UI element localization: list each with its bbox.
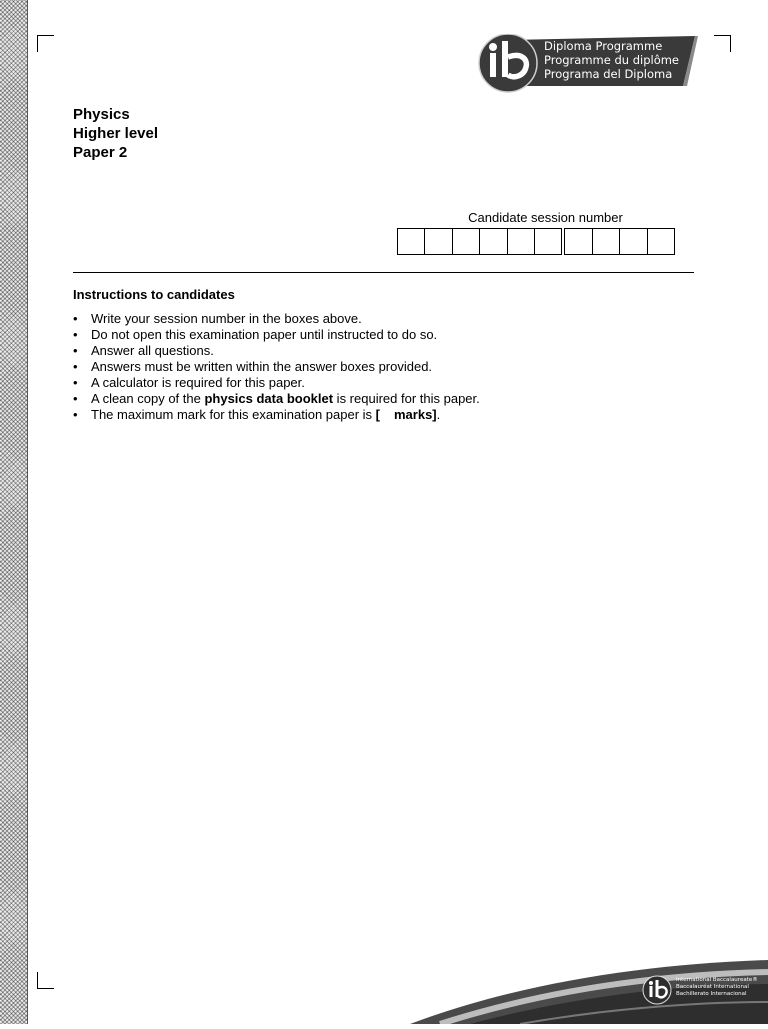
session-digit-box[interactable] — [534, 228, 562, 255]
session-digit-box[interactable] — [479, 228, 507, 255]
ib-diploma-logo — [476, 34, 698, 94]
footer-swoosh — [0, 940, 768, 1024]
session-digit-box[interactable] — [592, 228, 620, 255]
crop-mark-top-right — [714, 35, 731, 52]
logo-line-3: Programa del Diploma — [544, 67, 673, 81]
binding-margin-strip — [0, 0, 28, 1024]
footer-logo-text — [676, 977, 758, 998]
session-digit-box[interactable] — [619, 228, 647, 255]
footer-swoosh-graphic — [0, 940, 768, 1024]
session-digit-box[interactable] — [397, 228, 425, 255]
instruction-item: • A calculator is required for this paper. — [73, 375, 480, 391]
paper-title: Paper 2 — [73, 144, 128, 161]
session-digit-box[interactable] — [647, 228, 675, 255]
instruction-item: • Write your session number in the boxes above. — [73, 311, 480, 327]
booklet-name: physics data booklet — [204, 391, 334, 406]
max-mark-label: marks] — [394, 407, 437, 422]
max-mark-prefix: The maximum mark for this examination paper is — [91, 407, 376, 422]
instruction-item: • Answer all questions. — [73, 343, 480, 359]
subject-title: Physics — [73, 106, 130, 123]
instructions-list — [73, 311, 480, 423]
footer-line-2: Baccalauréat International — [676, 984, 749, 990]
session-digit-box[interactable] — [507, 228, 535, 255]
instructions-heading: Instructions to candidates — [73, 287, 235, 302]
crop-mark-top-left — [37, 35, 54, 52]
candidate-session-boxes — [397, 228, 675, 255]
instruction-item: • Do not open this examination paper until instructed to do so. — [73, 327, 480, 343]
session-digit-box[interactable] — [424, 228, 452, 255]
logo-banner-text — [544, 39, 679, 81]
instruction-item-data-booklet — [73, 391, 480, 407]
booklet-prefix: A clean copy of the — [91, 391, 205, 406]
exam-title-block — [73, 105, 158, 162]
session-digit-box[interactable] — [564, 228, 592, 255]
max-mark-open-bracket: [ — [375, 407, 380, 422]
logo-line-1: Diploma Programme — [544, 39, 663, 53]
logo-line-2: Programme du diplôme — [544, 53, 680, 67]
instruction-item: • Answers must be written within the answer boxes provided. — [73, 359, 480, 375]
max-mark-suffix: . — [436, 407, 441, 422]
header-divider — [73, 272, 694, 273]
footer-line-1: International Baccalaureate® — [676, 977, 758, 983]
footer-line-3: Bachillerato Internacional — [676, 991, 747, 997]
level-title: Higher level — [73, 125, 159, 142]
instruction-item-max-mark — [73, 407, 480, 423]
session-digit-box[interactable] — [452, 228, 480, 255]
candidate-session-label: Candidate session number — [468, 210, 623, 225]
booklet-suffix: is required for this paper. — [333, 391, 480, 406]
